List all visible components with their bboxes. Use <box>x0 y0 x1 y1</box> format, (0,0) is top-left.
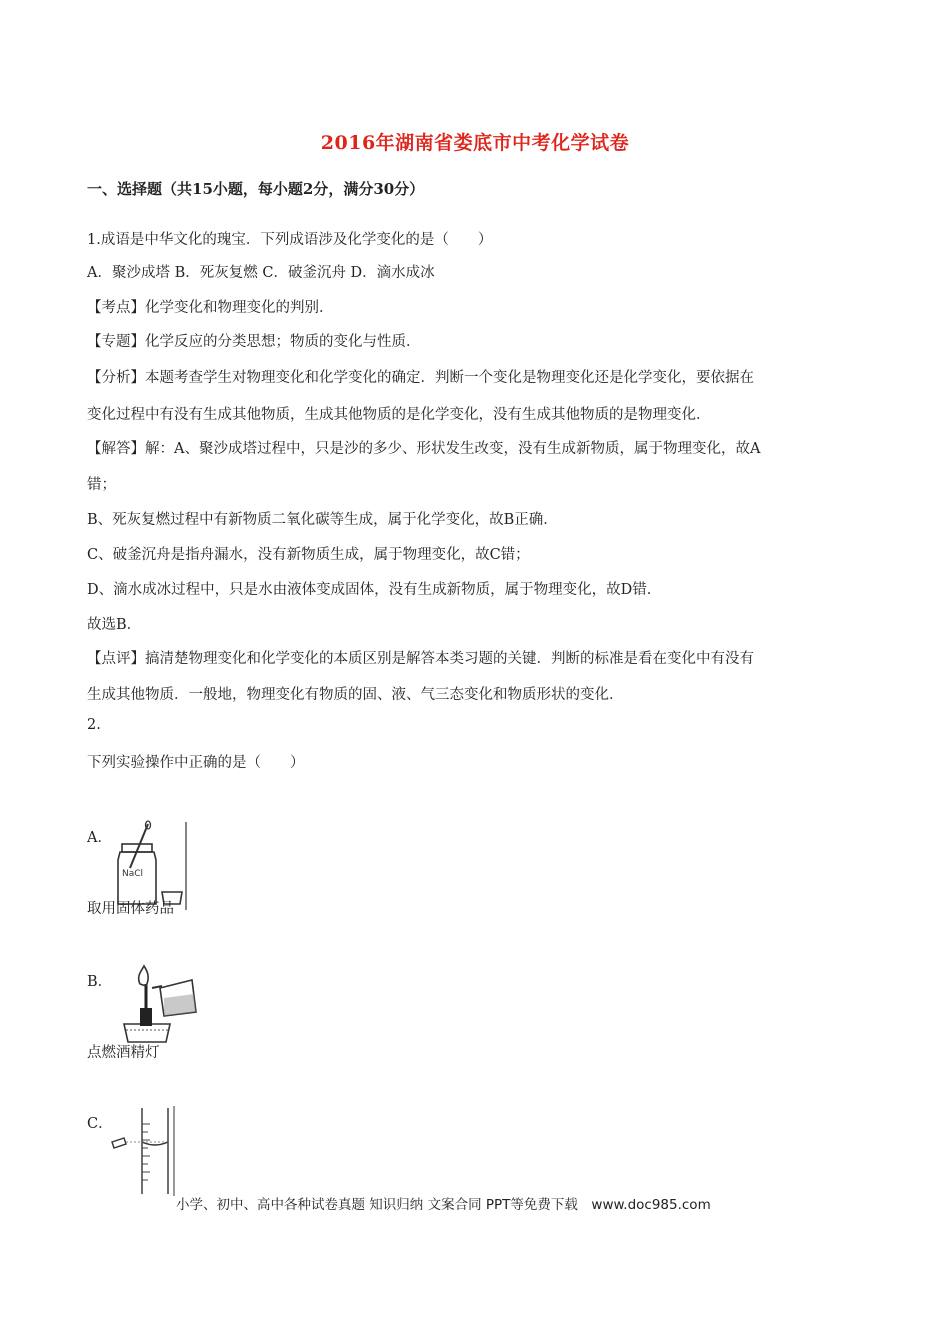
q1-choice: 故选B． <box>87 617 142 633</box>
q2-option-b-caption: 点燃酒精灯 <box>87 1045 160 1061</box>
exam-title: 2016年湖南省娄底市中考化学试卷 <box>320 132 630 154</box>
q1-jieda-c: C、破釜沉舟是指舟漏水，没有新物质生成，属于物理变化，故C错； <box>87 547 530 563</box>
q1-jieda-b: B、死灰复燃过程中有新物质二氧化碳等生成，属于化学变化，故B正确． <box>87 512 558 528</box>
q2-stem: 下列实验操作中正确的是（ ） <box>87 755 305 771</box>
q1-dianping-line2: 生成其他物质．一般地，物理变化有物质的固、液、气三态变化和物质形状的变化． <box>87 687 624 703</box>
page-footer: 小学、初中、高中各种试卷真题 知识归纳 文案合同 PPT等免费下载 www.doc985.com <box>176 1197 711 1213</box>
q1-dianping-line1: 【点评】搞清楚物理变化和化学变化的本质区别是解答本类习题的关键．判断的标准是看在变化中有没有 <box>87 651 754 667</box>
q1-fenxi-line2: 变化过程中有没有生成其他物质，生成其他物质的是化学变化，没有生成其他物质的是物理变化． <box>87 407 711 423</box>
q2-option-a-caption: 取用固体药品 <box>87 901 174 917</box>
section-header: 一、选择题（共15小题，每小题2分，满分30分） <box>87 180 425 198</box>
q2-option-b-label: B． <box>87 974 113 990</box>
q1-stem: 1.成语是中华文化的瑰宝．下列成语涉及化学变化的是（ ） <box>87 232 493 248</box>
q1-kaodian: 【考点】化学变化和物理变化的判别． <box>87 300 334 316</box>
q1-jieda-line1: 【解答】解：A、聚沙成塔过程中，只是沙的多少、形状发生改变，没有生成新物质，属于物理变化，故A <box>87 441 761 457</box>
q1-zhuanti: 【专题】化学反应的分类思想；物质的变化与性质． <box>87 334 421 350</box>
q1-fenxi-line1: 【分析】本题考查学生对物理变化和化学变化的确定．判断一个变化是物理变化还是化学变化，要依据在 <box>87 370 754 386</box>
q2-number: 2. <box>87 717 101 733</box>
q1-jieda-line2: 错； <box>87 477 116 493</box>
figure-reading-graduated-cylinder <box>108 1104 180 1196</box>
q2-option-a-label: A． <box>87 830 112 846</box>
q1-options: A．聚沙成塔 B．死灰复燃 C．破釜沉舟 D．滴水成冰 <box>87 265 435 281</box>
q2-option-c-label: C． <box>87 1116 113 1132</box>
q1-jieda-d: D、滴水成冰过程中，只是水由液体变成固体，没有生成新物质，属于物理变化，故D错． <box>87 582 662 598</box>
figure-a-bottle-label: NaCl <box>122 869 144 879</box>
